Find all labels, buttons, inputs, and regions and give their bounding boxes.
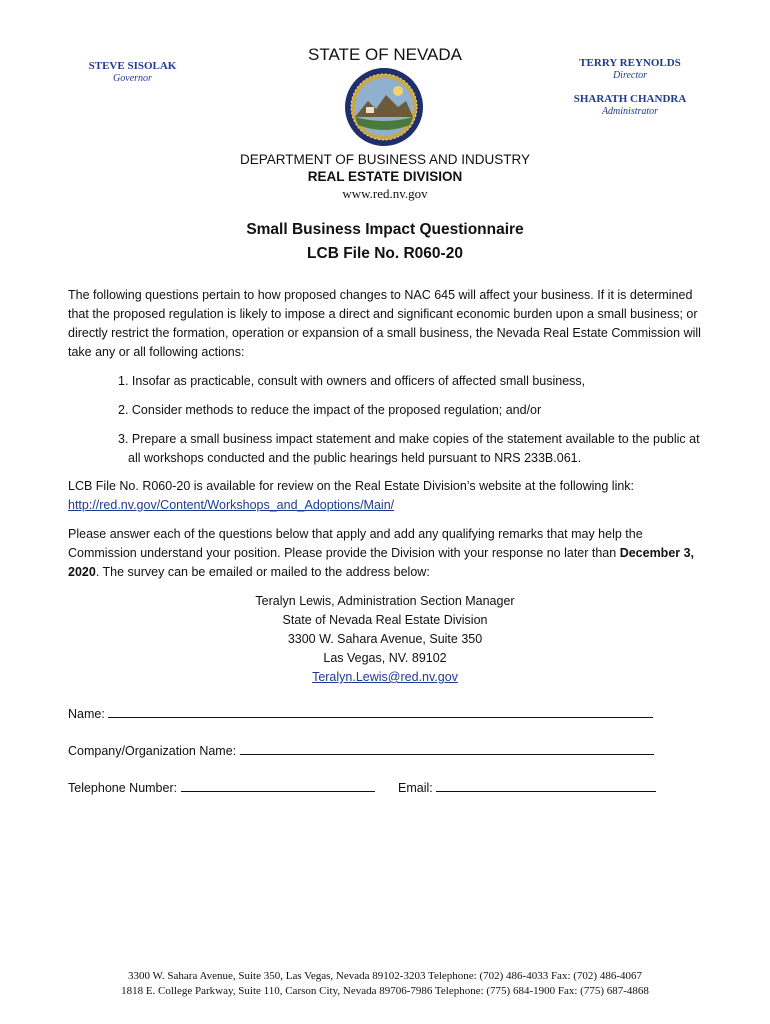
email-blank[interactable] bbox=[436, 780, 656, 792]
telephone-field bbox=[68, 780, 375, 795]
website: www.red.nv.gov bbox=[342, 186, 428, 201]
footer-line-1: 3300 W. Sahara Avenue, Suite 350, Las Vegas, Nevada 89102-3203 Telephone: (702) 486-4033 Fax: (702) 486-4067 bbox=[127, 970, 642, 982]
contact-email-link[interactable]: Teralyn.Lewis@red.nv.gov bbox=[312, 670, 458, 684]
contact-email-wrap bbox=[0, 668, 770, 687]
list-item bbox=[118, 430, 708, 468]
review-link[interactable]: http://red.nv.gov/Content/Workshops_and_Adoptions/Main/ bbox=[68, 498, 395, 512]
contact-name: Teralyn Lewis, Administration Section Manager bbox=[255, 594, 515, 608]
review-paragraph bbox=[68, 477, 708, 515]
email-field bbox=[398, 780, 656, 795]
department-name: DEPARTMENT OF BUSINESS AND INDUSTRY bbox=[239, 152, 531, 167]
answer-text: Please answer each of the questions below that apply and add any qualifying remarks that may help the Commission understand your position. Please provide the Division with your response no later than bbox=[68, 527, 643, 560]
name-blank[interactable] bbox=[108, 706, 653, 718]
contact-org: State of Nevada Real Estate Division bbox=[282, 613, 488, 627]
company-blank[interactable] bbox=[240, 743, 654, 755]
file-number: LCB File No. R060-20 bbox=[307, 245, 463, 262]
intro-paragraph: The following questions pertain to how proposed changes to NAC 645 will affect your business. If it is determined that the proposed regulation is likely to impose a direct and significant economic burden upon a small business; or directly restrict the formation, operation or expansion of a small business, the Nevada Real Estate Commission will take any or all following actions: bbox=[68, 288, 701, 359]
contact-street: 3300 W. Sahara Avenue, Suite 350 bbox=[287, 632, 483, 646]
governor-title: Governor bbox=[113, 73, 152, 84]
state-heading: STATE OF NEVADA bbox=[308, 45, 462, 64]
list-item-text: 3. Prepare a small business impact statement and make copies of the statement available to the public at all workshops conducted and the public hearings held pursuant to NRS 233B.061. bbox=[118, 432, 700, 465]
telephone-blank[interactable] bbox=[181, 780, 375, 792]
governor-name: STEVE SISOLAK bbox=[88, 60, 177, 72]
answer-paragraph bbox=[68, 525, 708, 582]
state-seal-icon bbox=[344, 67, 424, 147]
list-item: 1. Insofar as practicable, consult with owners and officers of affected small business, bbox=[118, 374, 586, 388]
company-label: Company/Organization Name: bbox=[68, 744, 237, 758]
telephone-label: Telephone Number: bbox=[68, 781, 178, 795]
list-item: 2. Consider methods to reduce the impact of the proposed regulation; and/or bbox=[118, 403, 542, 417]
name-label: Name: bbox=[68, 707, 105, 721]
contact-city: Las Vegas, NV. 89102 bbox=[323, 651, 447, 665]
director-name: TERRY REYNOLDS bbox=[579, 57, 681, 69]
administrator-title: Administrator bbox=[601, 106, 659, 117]
company-field bbox=[68, 743, 654, 758]
email-label: Email: bbox=[398, 781, 433, 795]
name-field bbox=[68, 706, 653, 721]
administrator-name: SHARATH CHANDRA bbox=[573, 93, 687, 105]
answer-tail: . The survey can be emailed or mailed to the address below: bbox=[95, 565, 430, 579]
review-text: LCB File No. R060-20 is available for review on the Real Estate Division’s website at the following link: bbox=[68, 479, 635, 493]
director-title: Director bbox=[612, 70, 648, 81]
document-title: Small Business Impact Questionnaire bbox=[246, 221, 524, 238]
division-name: REAL ESTATE DIVISION bbox=[307, 169, 463, 184]
footer-line-2: 1818 E. College Parkway, Suite 110, Carson City, Nevada 89706-7986 Telephone: (775) 684-1900 Fax: (775) 687-4868 bbox=[121, 985, 649, 997]
deadline: December 3, 2020 bbox=[68, 546, 695, 579]
